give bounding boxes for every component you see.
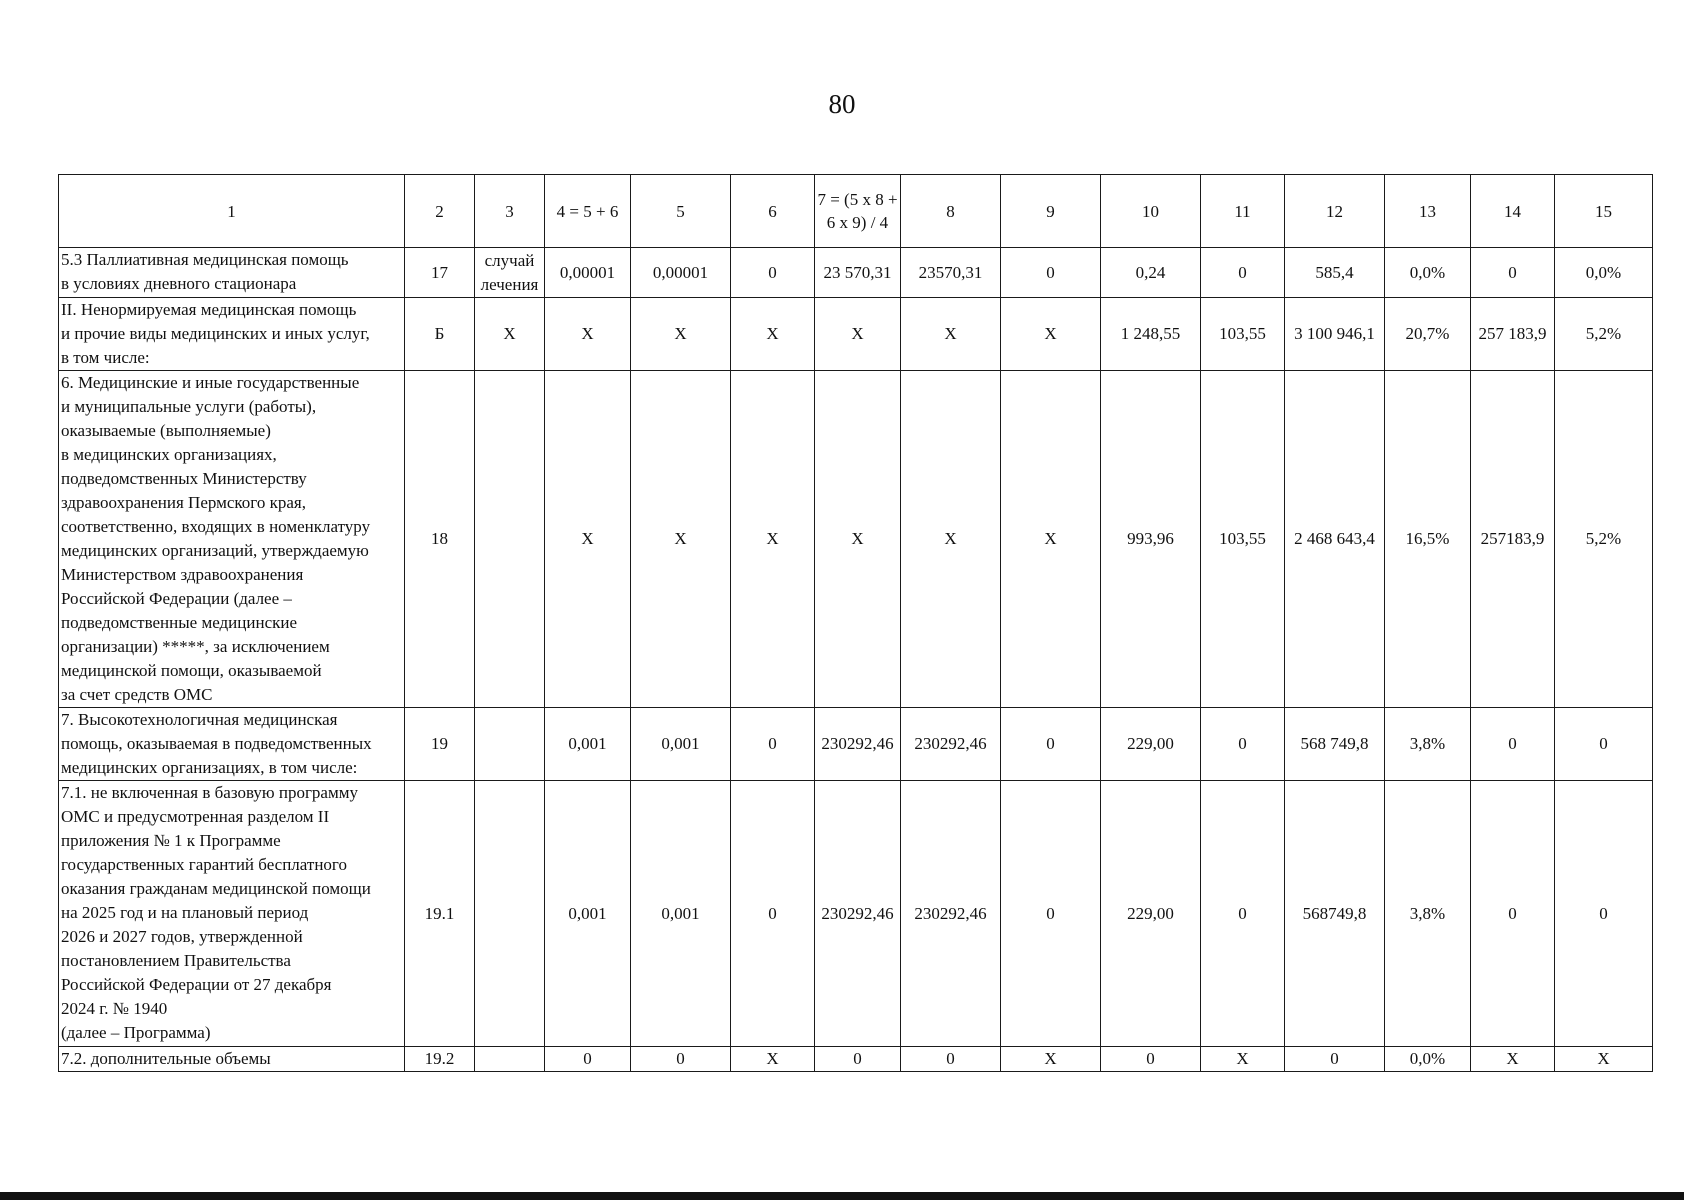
header-cell: 11 [1201, 175, 1285, 248]
table-row [59, 371, 1653, 708]
data-cell: 0 [1201, 708, 1285, 781]
row-name-line: в том числе: [61, 348, 150, 367]
row-name-line: подведомственные медицинские [61, 613, 298, 632]
data-cell: Х [475, 298, 545, 371]
header-cell: 3 [475, 175, 545, 248]
header-cell: 14 [1471, 175, 1555, 248]
row-name-line: медицинских организаций, утверждаемую [61, 541, 369, 560]
row-name-cell [59, 248, 405, 298]
header-cell: 8 [901, 175, 1001, 248]
data-cell: 20,7% [1385, 298, 1471, 371]
data-cell: 0 [1471, 248, 1555, 298]
row-name-line: здравоохранения Пермского края, [61, 493, 306, 512]
data-cell: 0,24 [1101, 248, 1201, 298]
table-row [59, 298, 1653, 371]
row-name-line: подведомственных Министерству [61, 469, 307, 488]
data-cell: 0 [731, 248, 815, 298]
data-cell: 1 248,55 [1101, 298, 1201, 371]
row-name-line: 2024 г. № 1940 [61, 999, 168, 1018]
header-cell: 13 [1385, 175, 1471, 248]
data-cell: 257 183,9 [1471, 298, 1555, 371]
data-cell: 568749,8 [1285, 781, 1385, 1047]
data-cell: 103,55 [1201, 298, 1285, 371]
data-cell: 993,96 [1101, 371, 1201, 708]
data-cell: Х [901, 371, 1001, 708]
data-cell: Х [731, 298, 815, 371]
header-cell: 2 [405, 175, 475, 248]
row-name-line: 7. Высокотехнологичная медицинская [61, 710, 338, 729]
data-cell: Х [731, 371, 815, 708]
data-cell: 23570,31 [901, 248, 1001, 298]
data-cell: 5,2% [1555, 298, 1653, 371]
data-cell: 229,00 [1101, 781, 1201, 1047]
row-name-line: Российской Федерации от 27 декабря [61, 975, 332, 994]
data-cell: 19 [405, 708, 475, 781]
data-cell: Х [815, 371, 901, 708]
data-cell: Х [1201, 1047, 1285, 1072]
data-cell: 0,001 [545, 708, 631, 781]
data-cell: 0 [1201, 781, 1285, 1047]
data-cell: 229,00 [1101, 708, 1201, 781]
data-cell [475, 1047, 545, 1072]
header-cell: 4 = 5 + 6 [545, 175, 631, 248]
data-cell: Х [1555, 1047, 1653, 1072]
scan-edge-rule [0, 1192, 1684, 1200]
data-cell: 0 [1101, 1047, 1201, 1072]
row-name-line: за счет средств ОМС [61, 685, 213, 704]
data-cell [475, 708, 545, 781]
data-cell: Х [545, 298, 631, 371]
header-cell: 7 = (5 x 8 + 6 x 9) / 4 [815, 175, 901, 248]
header-cell: 12 [1285, 175, 1385, 248]
data-cell: Х [1471, 1047, 1555, 1072]
data-cell: 230292,46 [815, 781, 901, 1047]
row-name-line: помощь, оказываемая в подведомственных [61, 734, 372, 753]
row-name-cell [59, 371, 405, 708]
data-cell: 257183,9 [1471, 371, 1555, 708]
row-name-line: постановлением Правительства [61, 951, 291, 970]
row-name-line: приложения № 1 к Программе [61, 831, 281, 850]
header-row [59, 175, 1653, 248]
data-cell [475, 371, 545, 708]
data-cell: 18 [405, 371, 475, 708]
data-cell: 17 [405, 248, 475, 298]
row-name-line: (далее – Программа) [61, 1023, 211, 1042]
row-name-line: оказания гражданам медицинской помощи [61, 879, 371, 898]
data-cell: 0 [1555, 708, 1653, 781]
data-cell: Х [631, 371, 731, 708]
data-cell: Х [631, 298, 731, 371]
data-table [58, 174, 1653, 1072]
data-cell: 0 [545, 1047, 631, 1072]
data-cell [475, 781, 545, 1047]
data-cell: 0 [1471, 708, 1555, 781]
data-cell: 19.1 [405, 781, 475, 1047]
data-cell: 0 [731, 781, 815, 1047]
data-cell: Х [815, 298, 901, 371]
row-name-cell [59, 1047, 405, 1072]
row-name-line: организации) *****, за исключением [61, 637, 330, 656]
data-cell: 23 570,31 [815, 248, 901, 298]
row-name-cell [59, 708, 405, 781]
row-name-cell [59, 298, 405, 371]
data-cell: 0,001 [545, 781, 631, 1047]
row-name-cell [59, 781, 405, 1047]
header-cell: 10 [1101, 175, 1201, 248]
row-name-line: 7.2. дополнительные объемы [61, 1049, 271, 1068]
data-cell: Б [405, 298, 475, 371]
data-cell: 2 468 643,4 [1285, 371, 1385, 708]
data-cell: 103,55 [1201, 371, 1285, 708]
data-cell: 0 [1285, 1047, 1385, 1072]
header-cell: 15 [1555, 175, 1653, 248]
row-name-line: медицинских организациях, в том числе: [61, 758, 358, 777]
table-row [59, 781, 1653, 1047]
data-cell: 5,2% [1555, 371, 1653, 708]
data-cell: Х [1001, 298, 1101, 371]
row-name-line: в условиях дневного стационара [61, 274, 297, 293]
row-name-line: II. Ненормируемая медицинская помощь [61, 300, 357, 319]
data-cell: 0 [901, 1047, 1001, 1072]
data-cell: 585,4 [1285, 248, 1385, 298]
header-cell: 6 [731, 175, 815, 248]
data-cell: 0,00001 [545, 248, 631, 298]
row-name-line: 7.1. не включенная в базовую программу [61, 783, 358, 802]
data-cell: 0 [1001, 708, 1101, 781]
data-cell: Х [731, 1047, 815, 1072]
row-name-line: и прочие виды медицинских и иных услуг, [61, 324, 370, 343]
data-cell: 230292,46 [901, 781, 1001, 1047]
data-cell: 16,5% [1385, 371, 1471, 708]
row-name-line: и муниципальные услуги (работы), [61, 397, 317, 416]
data-cell: 0 [815, 1047, 901, 1072]
data-cell: Х [1001, 371, 1101, 708]
data-cell: 0,001 [631, 708, 731, 781]
row-name-line: Министерством здравоохранения [61, 565, 304, 584]
data-cell: 0 [1201, 248, 1285, 298]
row-name-line: соответственно, входящих в номенклатуру [61, 517, 371, 536]
header-cell: 5 [631, 175, 731, 248]
data-cell: Х [1001, 1047, 1101, 1072]
row-name-line: государственных гарантий бесплатного [61, 855, 347, 874]
data-cell: 0,0% [1385, 1047, 1471, 1072]
row-name-line: 2026 и 2027 годов, утвержденной [61, 927, 303, 946]
data-cell: 230292,46 [815, 708, 901, 781]
table-row [59, 1047, 1653, 1072]
data-cell: 0,0% [1555, 248, 1653, 298]
data-cell: 568 749,8 [1285, 708, 1385, 781]
data-cell: 0,0% [1385, 248, 1471, 298]
row-name-line: 5.3 Паллиативная медицинская помощь [61, 250, 349, 269]
row-name-line: в медицинских организациях, [61, 445, 277, 464]
row-name-line: оказываемые (выполняемые) [61, 421, 271, 440]
table-body [59, 175, 1653, 1072]
data-cell: 0 [1471, 781, 1555, 1047]
data-cell: Х [545, 371, 631, 708]
table-row [59, 248, 1653, 298]
data-cell: 0,001 [631, 781, 731, 1047]
data-cell: 3,8% [1385, 781, 1471, 1047]
data-cell: 3,8% [1385, 708, 1471, 781]
data-cell: 0,00001 [631, 248, 731, 298]
data-cell: 0 [731, 708, 815, 781]
data-cell: 0 [1001, 248, 1101, 298]
data-cell: 19.2 [405, 1047, 475, 1072]
row-name-line: 6. Медицинские и иные государственные [61, 373, 360, 392]
data-cell: Х [901, 298, 1001, 371]
header-cell: 1 [59, 175, 405, 248]
data-cell: случай лечения [475, 248, 545, 298]
data-cell: 230292,46 [901, 708, 1001, 781]
row-name-line: Российской Федерации (далее – [61, 589, 292, 608]
row-name-line: медицинской помощи, оказываемой [61, 661, 322, 680]
data-cell: 3 100 946,1 [1285, 298, 1385, 371]
page-number: 80 [828, 89, 856, 119]
header-cell: 9 [1001, 175, 1101, 248]
data-cell: 0 [631, 1047, 731, 1072]
row-name-line: ОМС и предусмотренная разделом II [61, 807, 330, 826]
data-cell: 0 [1555, 781, 1653, 1047]
table-row [59, 708, 1653, 781]
data-cell: 0 [1001, 781, 1101, 1047]
row-name-line: на 2025 год и на плановый период [61, 903, 309, 922]
